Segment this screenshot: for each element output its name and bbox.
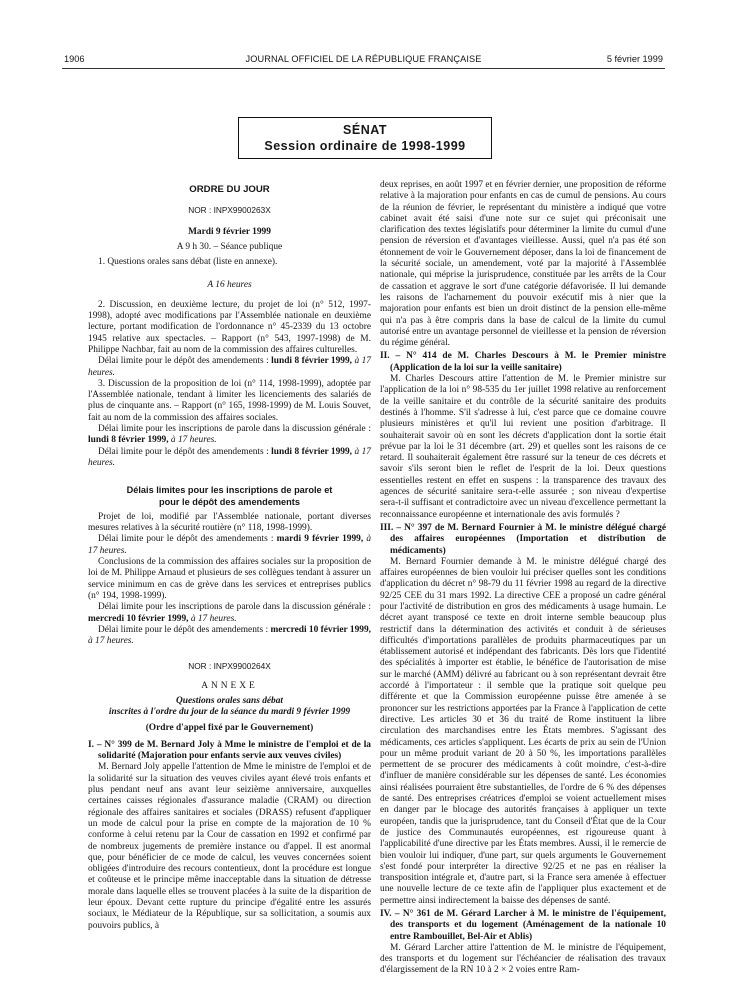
agenda-item-2: 2. Discussion, en deuxième lecture, du projet de loi (n° 512, 1997-1998), adopté avec modifications par l'Assemblée nationale en deuxième lecture, portant modification de l'ordonnance n° 45-2339 du 13 octobre 1945 relative aux spectacles. – Rapport (n° 543, 1997-1998) de M. Philippe Nachbar, fait au nom de la commission des affaires culturelles. xyxy=(88,299,371,355)
question-1-continuation: deux reprises, en août 1997 et en février dernier, une proposition de réforme relative à la majoration pour enfants en cas de cumul de pensions. Au cours de la réunion de février, le représentant du ministère a indiqué que votre cabinet avait été saisi d'une note sur ce sujet qui préconisait une clarification des textes législatifs pour déterminer la limite du cumul d'une pension de réversion et d'avantages vieillesse. Aussi, quel n'a pas été son étonnement de voir le Gouvernement déposer, dans la loi de financement de la sécurité sociale, un amendement, voté par la majorité à l'Assemblée nationale, qui méprise la jurisprudence, constituée par les arrêts de la Cour de cassation et aggrave le sort d'une catégorie défavorisée. Il lui demande les raisons de l'acharnement du pouvoir exécutif mis à nier que la majoration pour enfants est bien un droit distinct de la pension elle-même qui n'a pas à être compris dans la base de calcul de la limite du cumul autorisé entre un avantage personnel de vieillesse et la pension de réversion du régime général. xyxy=(380,180,666,349)
deadlines-heading: Délais limites pour les inscriptions de parole et pour le dépôt des amendements xyxy=(126,485,333,507)
conclusions-deadline-amendments: Délai limite pour le dépôt des amendements : mercredi 10 février 1999, à 17 heures. xyxy=(88,624,371,647)
questions-subtitle: inscrites à l'ordre du jour de la séance du mardi 9 février 1999 xyxy=(108,707,351,718)
projet-deadline: Délai limite pour le dépôt des amendements : mardi 9 février 1999, à 17 heures. xyxy=(88,534,372,556)
issue-date: 5 février 1999 xyxy=(606,54,663,64)
session-time-2: A 16 heures xyxy=(207,280,252,291)
agenda-item-1: 1. Questions orales sans débat (liste en annexe). xyxy=(98,257,278,268)
agenda-item-3: 3. Discussion de la proposition de loi (n° 114, 1998-1999), adoptée par l'Assemblée nationale, tendant à limiter les licenciements des salariés de plus de cinquante ans. – Rapport (n° 165, 1998-1999) de M. Louis Souvet, fait au nom de la commission des affaires sociales. xyxy=(88,378,371,423)
agenda-item-3-deadline-amendments: Délai limite pour le dépôt des amendements : lundi 8 février 1999, à 17 heures. xyxy=(88,446,371,468)
question-3-body: M. Bernard Fournier demande à M. le ministre délégué chargé des affaires européennes de bien vouloir lui préciser quelles sont les conditions d'application du décret n° 98-79 du 11 février 1998 au regard de la directive 92/25 CEE du 31 mars 1992. La directive CEE a proposé un cadre général pour l'activité de distribution en gros des médicaments à usage humain. Le décret ayant transposé ce texte en droit interne semble beaucoup plus restrictif dans la détermination des activités et conduit à de sérieuses difficultés d'importations parallèles de produits pharmaceutiques par un établissement autorisé et indépendant des fabricants. Dès lors que l'identité des spécialités à importer est établie, le bénéfice de l'autorisation de mise sur le marché (AMM) délivré au fabricant ou à son représentant devrait être accordé à l'importateur : il semble que la pratique soit quelque peu différente et que la Commission européenne puisse être amenée à se prononcer sur les restrictions apportées par la France à l'application de cette directive. Les articles 30 et 36 du traité de Rome instituent la libre circulation des marchandises entre les États membres. S'agissant des médicaments, ces articles s'appliquent. Les écarts de prix au sein de l'Union pour un même produit variant de 20 à 50 %, les importations parallèles permettent de se procurer des médicaments à coût moindre, c'est-à-dire d'influer de manière considérable sur les dépenses de santé. Les économies ainsi réalisées pourraient être substantielles, de l'ordre de 6 % des dépenses de santé. Des entreprises créatrices d'emploi se voient actuellement mises en danger par le blocage des autorités françaises à appliquer un texte européen, tandis que la jurisprudence, tant du Conseil d'État que de la Cour de justice des Communautés européennes, est rigoureuse quant à l'applicabilité d'une directive par les États membres. Aussi, il le remercie de bien vouloir lui indiquer, d'une part, sur quels arguments le Gouvernement s'est fondé pour interpréter la directive 92/25 et ne pas en réaliser la transposition intégrale et, d'autre part, si la France sera amenée à effectuer une nouvelle lecture de ce texte afin de l'appliquer plus exactement et de permettre ainsi indirectement la baisse des dépenses de santé. xyxy=(380,556,666,906)
senat-title: SÉNAT xyxy=(343,123,387,137)
ordre-appel: (Ordre d'appel fixé par le Gouvernement) xyxy=(145,722,314,733)
nor-reference-1: NOR : INPX9900263X xyxy=(188,205,271,216)
left-column xyxy=(88,180,371,932)
ordre-du-jour-heading: ORDRE DU JOUR xyxy=(189,184,270,195)
page-header xyxy=(64,54,663,68)
journal-title: JOURNAL OFFICIEL DE LA RÉPUBLIQUE FRANÇAISE xyxy=(245,54,482,64)
annexe-heading: ANNEXE xyxy=(201,680,258,691)
header-rule xyxy=(62,68,665,69)
session-time-1: A 9 h 30. – Séance publique xyxy=(176,241,283,252)
session-date: Mardi 9 février 1999 xyxy=(188,226,271,237)
question-4-body: M. Gérard Larcher attire l'attention de M. le ministre de l'équipement, des transports et du logement sur l'échéancier de réalisation des travaux d'élargissement de la RN 10 à 2 × 2 voies entre Ram- xyxy=(380,942,666,976)
question-3-heading: III. – N° 397 de M. Bernard Fournier à M. le ministre délégué chargé des affaires européennes (Importation et distribution de médicaments) xyxy=(380,522,666,556)
page-number: 1906 xyxy=(64,54,85,64)
question-1-heading: I. – N° 399 de M. Bernard Joly à Mme le ministre de l'emploi et de la solidarité (Majoration pour enfants servie aux veuves civiles) xyxy=(88,739,371,762)
agenda-item-3-deadline-speakers: Délai limite pour les inscriptions de parole dans la discussion générale : lundi 8 février 1999, à 17 heures. xyxy=(88,424,371,446)
session-title: Session ordinaire de 1998-1999 xyxy=(264,139,466,153)
projet-de-loi: Projet de loi, modifié par l'Assemblée nationale, portant diverses mesures relatives à la sécurité routière (n° 118, 1998-1999). xyxy=(88,511,371,534)
questions-title: Questions orales sans débat xyxy=(175,695,284,706)
question-2-heading: II. – N° 414 de M. Charles Descours à M. le Premier ministre (Application de la loi sur la veille sanitaire) xyxy=(380,351,666,373)
agenda-item-2-deadline: Délai limite pour le dépôt des amendements : lundi 8 février 1999, à 17 heures. xyxy=(88,356,371,378)
conclusions-deadline-speakers: Délai limite pour les inscriptions de parole dans la discussion générale : mercredi 10 février 1999, à 17 heures. xyxy=(88,602,371,624)
senat-title-box xyxy=(238,117,492,159)
question-2-body: M. Charles Descours attire l'attention de M. le Premier ministre sur l'application de la loi n° 98-535 du 1er juillet 1998 relative au renforcement de la veille sanitaire et du contrôle de la sécurité sanitaire des produits destinés à l'homme. S'il s'adresse à lui, c'est parce que ce domaine couvre plusieurs ministères et qu'il lui revient une position d'arbitrage. Il souhaiterait savoir où en sont les décrets d'application dont la sortie était prévue par la loi le 31 décembre (art. 29) et quelles sont les raisons de ce retard. Il souhaiterait également être rassuré sur la teneur de ces décrets et savoir s'ils seront bien le reflet de l'esprit de la loi. Deux questions essentielles restent en effet en suspens : la transparence des travaux des agences de sécurité sanitaire sera-t-elle assurée ; son niveau d'expertise sera-t-il suffisant et contradictoire avec un niveau d'excellence permettant la reconnaissance européenne et internationale des avis formulés ? xyxy=(380,374,666,520)
question-1-body: M. Bernard Joly appelle l'attention de Mme le ministre de l'emploi et de la solidarité sur la situation des veuves civiles ayant élevé trois enfants et plus pendant neuf ans avant leur seizième anniversaire, auxquelles certaines caisses régionales d'assurance maladie (CRAM) ou direction régionale des affaires sanitaires et sociales (DRASS) refusent d'appliquer un mode de calcul pour la prise en compte de la majoration de 10 % conforme à celui retenu par la Cour de cassation en 1992 et confirmé par de nombreux jugements de première instance ou d'appel. Il est anormal que, pour bénéficier de ce mode de calcul, les veuves concernées soient obligées d'introduire des recours contentieux, dont la procédure est longue et coûteuse et le principe même inacceptable dans la situation de détresse morale dans laquelle elles se trouvent placées à la suite de la disparition de leur époux. Devant cette rupture du principe d'égalité entre les assurés sociaux, le Médiateur de la République, sur sa sollicitation, a soumis aux pouvoirs publics, à xyxy=(88,762,371,931)
right-column xyxy=(380,180,666,977)
question-4-heading: IV. – N° 361 de M. Gérard Larcher à M. le ministre de l'équipement, des transports et du logement (Aménagement de la nationale 10 entre Rambouillet, Bel-Air et Ablis) xyxy=(380,909,666,942)
nor-reference-2: NOR : INPX9900264X xyxy=(188,661,271,672)
conclusions-commission: Conclusions de la commission des affaires sociales sur la proposition de loi de M. Philippe Arnaud et plusieurs de ses collègues tendant à assurer un service minimum en cas de grève dans les services et entreprises publics (n° 194, 1998-1999). xyxy=(88,557,371,601)
